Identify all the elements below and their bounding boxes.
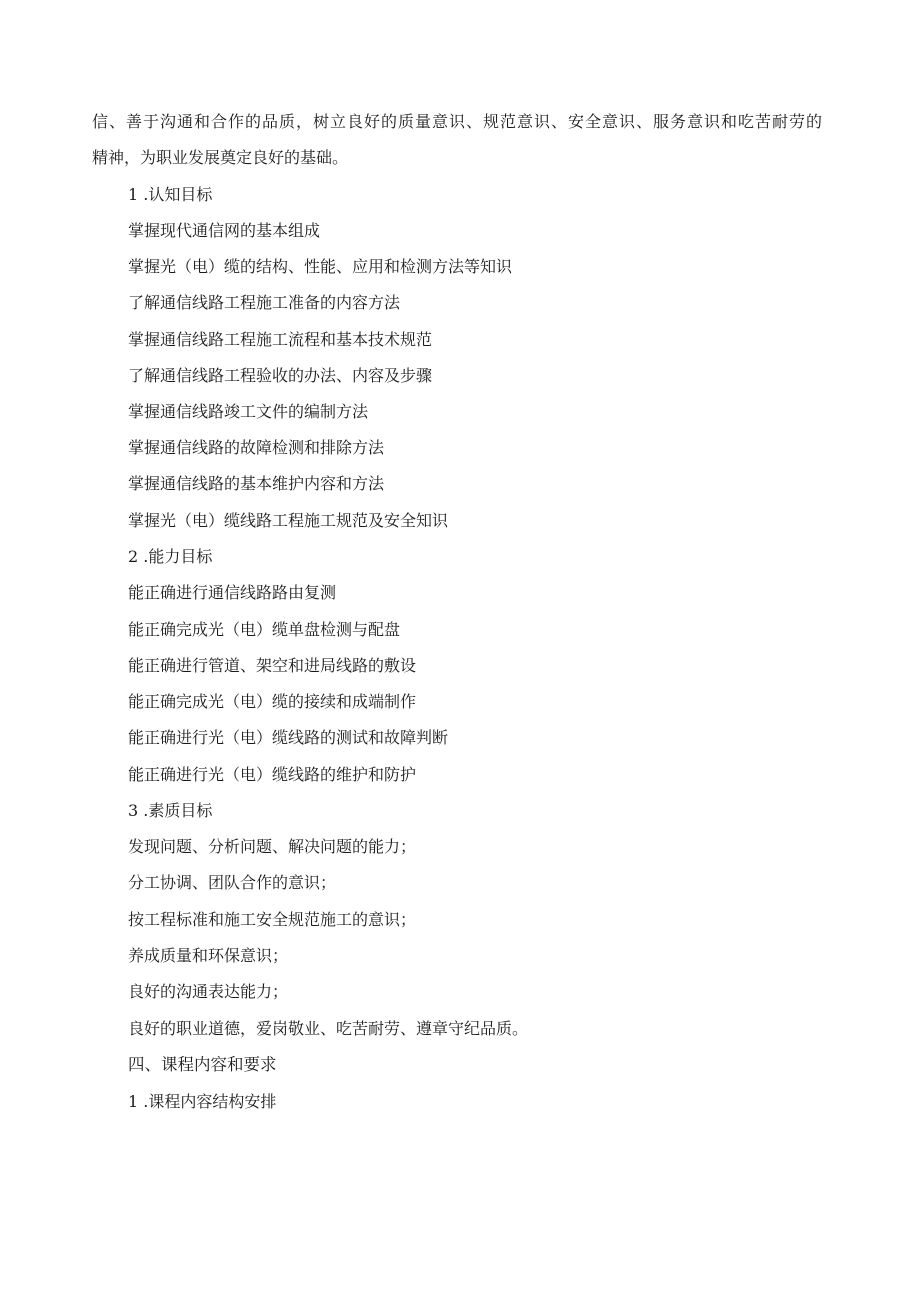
cognitive-item: 掌握光（电）缆线路工程施工规范及安全知识 (128, 511, 449, 530)
ability-item: 能正确完成光（电）缆单盘检测与配盘 (128, 620, 401, 639)
cognitive-item: 掌握通信线路工程施工流程和基本技术规范 (128, 330, 433, 349)
cognitive-item: 掌握通信线路竣工文件的编制方法 (128, 402, 369, 421)
cognitive-item: 掌握通信线路的基本维护内容和方法 (128, 474, 385, 493)
quality-item: 良好的职业道德，爱岗敬业、吃苦耐劳、遵章守纪品质。 (128, 1019, 529, 1038)
quality-item: 发现问题、分析问题、解决问题的能力； (128, 837, 417, 856)
ability-item: 能正确进行管道、架空和进局线路的敷设 (128, 656, 417, 675)
cognitive-item: 掌握光（电）缆的结构、性能、应用和检测方法等知识 (128, 257, 513, 276)
cognitive-item: 掌握通信线路的故障检测和排除方法 (128, 438, 385, 457)
ability-item: 能正确进行光（电）缆线路的维护和防护 (128, 765, 417, 784)
intro-line-2: 精神，为职业发展奠定良好的基础。 (92, 148, 349, 167)
cognitive-item: 了解通信线路工程验收的办法、内容及步骤 (128, 366, 433, 385)
quality-item: 良好的沟通表达能力； (128, 982, 289, 1001)
ability-item: 能正确完成光（电）缆的接续和成端制作 (128, 692, 417, 711)
quality-item: 分工协调、团队合作的意识； (128, 873, 337, 892)
quality-item: 养成质量和环保意识； (128, 946, 289, 965)
quality-heading: 3 .素质目标 (128, 801, 213, 820)
quality-item: 按工程标准和施工安全规范施工的意识； (128, 910, 417, 929)
cognitive-item: 掌握现代通信网的基本组成 (128, 221, 321, 240)
cognitive-heading: 1 .认知目标 (128, 185, 213, 204)
ability-item: 能正确进行光（电）缆线路的测试和故障判断 (128, 728, 449, 747)
ability-item: 能正确进行通信线路路由复测 (128, 583, 337, 602)
intro-line-1: 信、善于沟通和合作的品质，树立良好的质量意识、规范意识、安全意识、服务意识和吃苦耐劳的 (92, 112, 822, 131)
ability-heading: 2 .能力目标 (128, 547, 213, 566)
section-heading: 四、课程内容和要求 (128, 1055, 277, 1074)
cognitive-item: 了解通信线路工程施工准备的内容方法 (128, 293, 401, 312)
sub-heading: 1 .课程内容结构安排 (128, 1092, 277, 1111)
